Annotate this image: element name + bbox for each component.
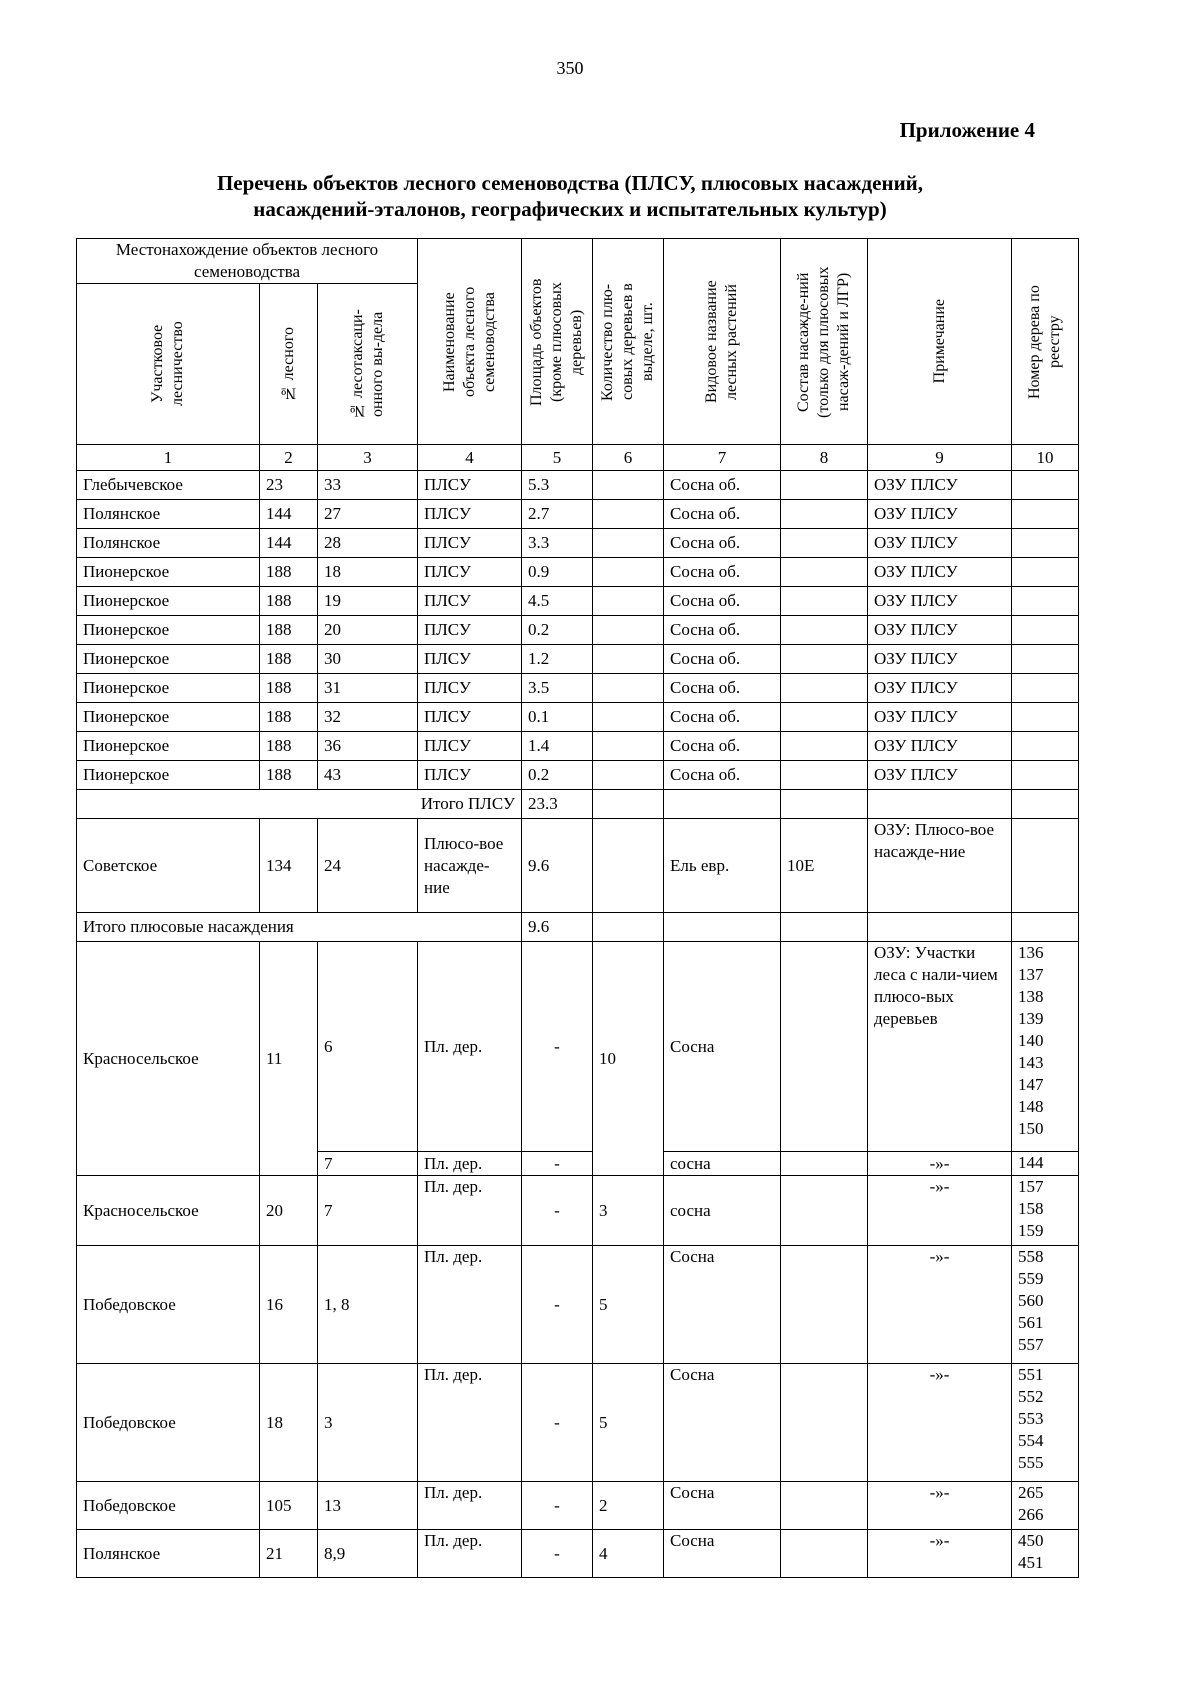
kvartal-cell: 105 xyxy=(260,1482,318,1530)
note-cell: -»- xyxy=(868,1176,1012,1246)
forestry-cell: Пионерское xyxy=(77,703,260,732)
object-cell: ПЛСУ xyxy=(418,732,522,761)
kvartal-cell: 23 xyxy=(260,471,318,500)
count-cell xyxy=(593,529,664,558)
area-cell: - xyxy=(522,1152,593,1176)
species-cell: Сосна xyxy=(664,942,781,1152)
object-cell: Пл. дер. xyxy=(418,942,522,1152)
object-cell: Пл. дер. xyxy=(418,1530,522,1578)
area-cell: 1.4 xyxy=(522,732,593,761)
tree-number-list: 265 266 xyxy=(1012,1482,1079,1530)
header-tree-number: Номер дерева по реестру xyxy=(1012,239,1079,445)
empty-cell xyxy=(1012,790,1079,819)
area-cell: 1.2 xyxy=(522,645,593,674)
object-cell: ПЛСУ xyxy=(418,645,522,674)
kvartal-cell: 144 xyxy=(260,529,318,558)
column-number: 10 xyxy=(1012,445,1079,471)
note-cell: ОЗУ ПЛСУ xyxy=(868,471,1012,500)
header-tree-count: Количество плю-совых деревьев в выделе, шт. xyxy=(593,239,664,445)
count-cell xyxy=(593,819,664,913)
kvartal-cell: 134 xyxy=(260,819,318,913)
column-number: 3 xyxy=(318,445,418,471)
total-plsu-row xyxy=(77,790,1079,819)
object-cell: Пл. дер. xyxy=(418,1364,522,1482)
count-cell xyxy=(593,500,664,529)
tree-number-cell xyxy=(1012,529,1079,558)
tree-number-list: 144 xyxy=(1012,1152,1079,1176)
object-cell: ПЛСУ xyxy=(418,471,522,500)
vydel-cell: 27 xyxy=(318,500,418,529)
tree-number-cell xyxy=(1012,616,1079,645)
composition-cell xyxy=(781,529,868,558)
column-number: 4 xyxy=(418,445,522,471)
vydel-cell: 7 xyxy=(318,1176,418,1246)
count-cell xyxy=(593,703,664,732)
tree-number-list: 136 137 138 139 140 143 147 148 150 xyxy=(1012,942,1079,1152)
note-cell: ОЗУ ПЛСУ xyxy=(868,616,1012,645)
note-cell: -»- xyxy=(868,1246,1012,1364)
composition-cell xyxy=(781,732,868,761)
object-cell: ПЛСУ xyxy=(418,500,522,529)
area-cell: 3.5 xyxy=(522,674,593,703)
document-title xyxy=(60,170,1080,222)
kvartal-cell: 18 xyxy=(260,1364,318,1482)
species-cell: Сосна об. xyxy=(664,587,781,616)
vydel-cell: 32 xyxy=(318,703,418,732)
composition-cell xyxy=(781,1246,868,1364)
plsu-row xyxy=(77,703,1079,732)
vydel-cell: 20 xyxy=(318,616,418,645)
seed-objects-table xyxy=(76,238,1079,1578)
total-plsu-label: Итого ПЛСУ xyxy=(77,790,522,819)
kvartal-cell: 188 xyxy=(260,703,318,732)
column-number: 6 xyxy=(593,445,664,471)
header-vydel: № лесотаксаци-онного вы-дела xyxy=(318,284,418,445)
vydel-cell: 24 xyxy=(318,819,418,913)
header-kvartal: № лесного xyxy=(260,284,318,445)
species-cell: Сосна об. xyxy=(664,645,781,674)
area-cell: 0.9 xyxy=(522,558,593,587)
total-plus-area: 9.6 xyxy=(522,913,593,942)
composition-cell xyxy=(781,587,868,616)
header-row-group xyxy=(77,239,1079,284)
plsu-row xyxy=(77,529,1079,558)
tree-number-cell xyxy=(1012,703,1079,732)
plsu-row xyxy=(77,616,1079,645)
empty-cell xyxy=(781,790,868,819)
kvartal-cell: 188 xyxy=(260,587,318,616)
kvartal-cell: 188 xyxy=(260,558,318,587)
note-cell: ОЗУ: Плюсо-вое насажде-ние xyxy=(868,819,1012,913)
note-cell: ОЗУ ПЛСУ xyxy=(868,587,1012,616)
header-object-name: Наименование объекта лесного семеноводства xyxy=(418,239,522,445)
kvartal-cell: 16 xyxy=(260,1246,318,1364)
object-cell: ПЛСУ xyxy=(418,674,522,703)
tree-number-list: 551 552 553 554 555 xyxy=(1012,1364,1079,1482)
species-cell: сосна xyxy=(664,1176,781,1246)
count-cell xyxy=(593,471,664,500)
composition-cell xyxy=(781,942,868,1152)
count-cell: 5 xyxy=(593,1246,664,1364)
note-cell: -»- xyxy=(868,1530,1012,1578)
area-cell: - xyxy=(522,1246,593,1364)
plus-tree-row xyxy=(77,1176,1079,1246)
note-cell: ОЗУ ПЛСУ xyxy=(868,761,1012,790)
forestry-cell: Пионерское xyxy=(77,732,260,761)
composition-cell xyxy=(781,703,868,732)
count-cell xyxy=(593,558,664,587)
note-cell: -»- xyxy=(868,1364,1012,1482)
vydel-cell: 8,9 xyxy=(318,1530,418,1578)
kvartal-cell: 188 xyxy=(260,645,318,674)
plsu-row xyxy=(77,645,1079,674)
plus-tree-row xyxy=(77,1530,1079,1578)
count-cell xyxy=(593,674,664,703)
species-cell: Сосна xyxy=(664,1364,781,1482)
column-number: 7 xyxy=(664,445,781,471)
species-cell: Сосна xyxy=(664,1482,781,1530)
column-number: 5 xyxy=(522,445,593,471)
plus-tree-row xyxy=(77,1364,1079,1482)
plus-tree-row xyxy=(77,942,1079,1152)
header-forestry: Участковое лесничество xyxy=(77,284,260,445)
location-group-header: Местонахождение объектов лесного семеноводства xyxy=(77,239,418,284)
area-cell: 2.7 xyxy=(522,500,593,529)
tree-number-cell xyxy=(1012,732,1079,761)
plus-tree-row xyxy=(77,1482,1079,1530)
tree-number-cell xyxy=(1012,500,1079,529)
forestry-cell: Пионерское xyxy=(77,761,260,790)
tree-number-cell xyxy=(1012,471,1079,500)
kvartal-cell: 188 xyxy=(260,732,318,761)
area-cell: 0.1 xyxy=(522,703,593,732)
species-cell: Сосна об. xyxy=(664,529,781,558)
area-cell: 9.6 xyxy=(522,819,593,913)
species-cell: Сосна xyxy=(664,1246,781,1364)
forestry-cell: Красносельское xyxy=(77,1176,260,1246)
plus-tree-row xyxy=(77,1246,1079,1364)
species-cell: Сосна об. xyxy=(664,703,781,732)
plsu-rows xyxy=(77,471,1079,790)
composition-cell xyxy=(781,674,868,703)
forestry-cell: Победовское xyxy=(77,1246,260,1364)
total-plus-row xyxy=(77,913,1079,942)
tree-number-list: 558 559 560 561 557 xyxy=(1012,1246,1079,1364)
tree-number-list: 157 158 159 xyxy=(1012,1176,1079,1246)
plus-stand-row xyxy=(77,819,1079,913)
page-number: 350 xyxy=(556,58,584,78)
kvartal-cell: 20 xyxy=(260,1176,318,1246)
plsu-row xyxy=(77,500,1079,529)
area-cell: - xyxy=(522,1530,593,1578)
composition-cell xyxy=(781,616,868,645)
note-cell: ОЗУ ПЛСУ xyxy=(868,645,1012,674)
vydel-cell: 43 xyxy=(318,761,418,790)
composition-cell xyxy=(781,500,868,529)
forestry-cell: Пионерское xyxy=(77,587,260,616)
header-note: Примечание xyxy=(868,239,1012,445)
note-cell: ОЗУ ПЛСУ xyxy=(868,529,1012,558)
vydel-cell: 33 xyxy=(318,471,418,500)
species-cell: Сосна об. xyxy=(664,732,781,761)
object-cell: ПЛСУ xyxy=(418,529,522,558)
note-cell: -»- xyxy=(868,1152,1012,1176)
forestry-cell: Победовское xyxy=(77,1482,260,1530)
plsu-row xyxy=(77,674,1079,703)
kvartal-cell: 21 xyxy=(260,1530,318,1578)
forestry-cell: Глебычевское xyxy=(77,471,260,500)
vydel-cell: 1, 8 xyxy=(318,1246,418,1364)
tree-number-list: 450 451 xyxy=(1012,1530,1079,1578)
species-cell: сосна xyxy=(664,1152,781,1176)
empty-cell xyxy=(664,913,781,942)
tree-number-cell xyxy=(1012,819,1079,913)
count-cell xyxy=(593,732,664,761)
header-area: Площадь объектов (кроме плюсовых деревьев) xyxy=(522,239,593,445)
species-cell: Сосна об. xyxy=(664,558,781,587)
title-line-2: насаждений-эталонов, географических и испытательных культур) xyxy=(253,197,887,221)
kvartal-cell: 144 xyxy=(260,500,318,529)
tree-number-cell xyxy=(1012,674,1079,703)
count-cell: 4 xyxy=(593,1530,664,1578)
object-cell: ПЛСУ xyxy=(418,587,522,616)
object-cell: Пл. дер. xyxy=(418,1176,522,1246)
title-line-1: Перечень объектов лесного семеноводства (ПЛСУ, плюсовых насаждений, xyxy=(216,171,924,195)
composition-cell xyxy=(781,1482,868,1530)
tree-number-cell xyxy=(1012,587,1079,616)
area-cell: - xyxy=(522,1482,593,1530)
empty-cell xyxy=(868,790,1012,819)
vydel-cell: 6 xyxy=(318,942,418,1152)
area-cell: - xyxy=(522,1364,593,1482)
forestry-cell: Пионерское xyxy=(77,616,260,645)
object-cell: Пл. дер. xyxy=(418,1482,522,1530)
empty-cell xyxy=(593,913,664,942)
forestry-cell: Полянское xyxy=(77,500,260,529)
area-cell: 0.2 xyxy=(522,761,593,790)
forestry-cell: Пионерское xyxy=(77,645,260,674)
species-cell: Сосна об. xyxy=(664,616,781,645)
composition-cell xyxy=(781,761,868,790)
area-cell: - xyxy=(522,1176,593,1246)
note-cell: ОЗУ ПЛСУ xyxy=(868,500,1012,529)
vydel-cell: 18 xyxy=(318,558,418,587)
total-plsu-area: 23.3 xyxy=(522,790,593,819)
composition-cell xyxy=(781,471,868,500)
count-cell xyxy=(593,616,664,645)
area-cell: 0.2 xyxy=(522,616,593,645)
count-cell: 2 xyxy=(593,1482,664,1530)
count-cell xyxy=(593,587,664,616)
header-species: Видовое название лесных растений xyxy=(664,239,781,445)
column-number: 8 xyxy=(781,445,868,471)
plsu-row xyxy=(77,587,1079,616)
note-cell: ОЗУ ПЛСУ xyxy=(868,558,1012,587)
vydel-cell: 19 xyxy=(318,587,418,616)
area-cell: - xyxy=(522,942,593,1152)
object-cell: ПЛСУ xyxy=(418,761,522,790)
vydel-cell: 3 xyxy=(318,1364,418,1482)
column-number: 9 xyxy=(868,445,1012,471)
object-cell: ПЛСУ xyxy=(418,703,522,732)
forestry-cell: Советское xyxy=(77,819,260,913)
composition-cell xyxy=(781,1364,868,1482)
header-composition: Состав насажде-ний (только для плюсовых насаж-дений и ЛГР) xyxy=(781,239,868,445)
kvartal-cell: 188 xyxy=(260,674,318,703)
empty-cell xyxy=(1012,913,1079,942)
vydel-cell: 13 xyxy=(318,1482,418,1530)
note-cell: ОЗУ ПЛСУ xyxy=(868,703,1012,732)
composition-cell xyxy=(781,645,868,674)
area-cell: 4.5 xyxy=(522,587,593,616)
kvartal-cell: 188 xyxy=(260,616,318,645)
appendix-label: Приложение 4 xyxy=(899,118,1035,142)
note-cell: -»- xyxy=(868,1482,1012,1530)
species-cell: Сосна xyxy=(664,1530,781,1578)
area-cell: 5.3 xyxy=(522,471,593,500)
empty-cell xyxy=(664,790,781,819)
empty-cell xyxy=(593,790,664,819)
column-number-row xyxy=(77,445,1079,471)
plsu-row xyxy=(77,732,1079,761)
forestry-cell: Красносельское xyxy=(77,942,260,1176)
forestry-cell: Победовское xyxy=(77,1364,260,1482)
note-cell: ОЗУ ПЛСУ xyxy=(868,674,1012,703)
count-cell: 10 xyxy=(593,942,664,1176)
vydel-cell: 30 xyxy=(318,645,418,674)
note-cell: ОЗУ ПЛСУ xyxy=(868,732,1012,761)
object-cell: Пл. дер. xyxy=(418,1246,522,1364)
tree-number-cell xyxy=(1012,645,1079,674)
area-cell: 3.3 xyxy=(522,529,593,558)
plsu-row xyxy=(77,471,1079,500)
composition-cell xyxy=(781,558,868,587)
composition-cell: 10Е xyxy=(781,819,868,913)
empty-cell xyxy=(868,913,1012,942)
count-cell xyxy=(593,761,664,790)
tree-number-cell xyxy=(1012,761,1079,790)
species-cell: Ель евр. xyxy=(664,819,781,913)
object-cell: ПЛСУ xyxy=(418,558,522,587)
plsu-row xyxy=(77,558,1079,587)
object-cell: Плюсо-вое насажде-ние xyxy=(418,819,522,913)
vydel-cell: 7 xyxy=(318,1152,418,1176)
note-cell: ОЗУ: Участки леса с нали-чием плюсо-вых деревьев xyxy=(868,942,1012,1152)
species-cell: Сосна об. xyxy=(664,500,781,529)
kvartal-cell: 188 xyxy=(260,761,318,790)
composition-cell xyxy=(781,1176,868,1246)
forestry-cell: Пионерское xyxy=(77,674,260,703)
total-plus-label: Итого плюсовые насаждения xyxy=(77,913,522,942)
forestry-cell: Полянское xyxy=(77,1530,260,1578)
object-cell: Пл. дер. xyxy=(418,1152,522,1176)
count-cell: 3 xyxy=(593,1176,664,1246)
species-cell: Сосна об. xyxy=(664,761,781,790)
composition-cell xyxy=(781,1152,868,1176)
column-number: 1 xyxy=(77,445,260,471)
count-cell xyxy=(593,645,664,674)
kvartal-cell: 11 xyxy=(260,942,318,1176)
species-cell: Сосна об. xyxy=(664,674,781,703)
empty-cell xyxy=(781,913,868,942)
vydel-cell: 31 xyxy=(318,674,418,703)
plsu-row xyxy=(77,761,1079,790)
object-cell: ПЛСУ xyxy=(418,616,522,645)
forestry-cell: Пионерское xyxy=(77,558,260,587)
vydel-cell: 36 xyxy=(318,732,418,761)
forestry-cell: Полянское xyxy=(77,529,260,558)
composition-cell xyxy=(781,1530,868,1578)
column-number: 2 xyxy=(260,445,318,471)
vydel-cell: 28 xyxy=(318,529,418,558)
count-cell: 5 xyxy=(593,1364,664,1482)
tree-number-cell xyxy=(1012,558,1079,587)
species-cell: Сосна об. xyxy=(664,471,781,500)
